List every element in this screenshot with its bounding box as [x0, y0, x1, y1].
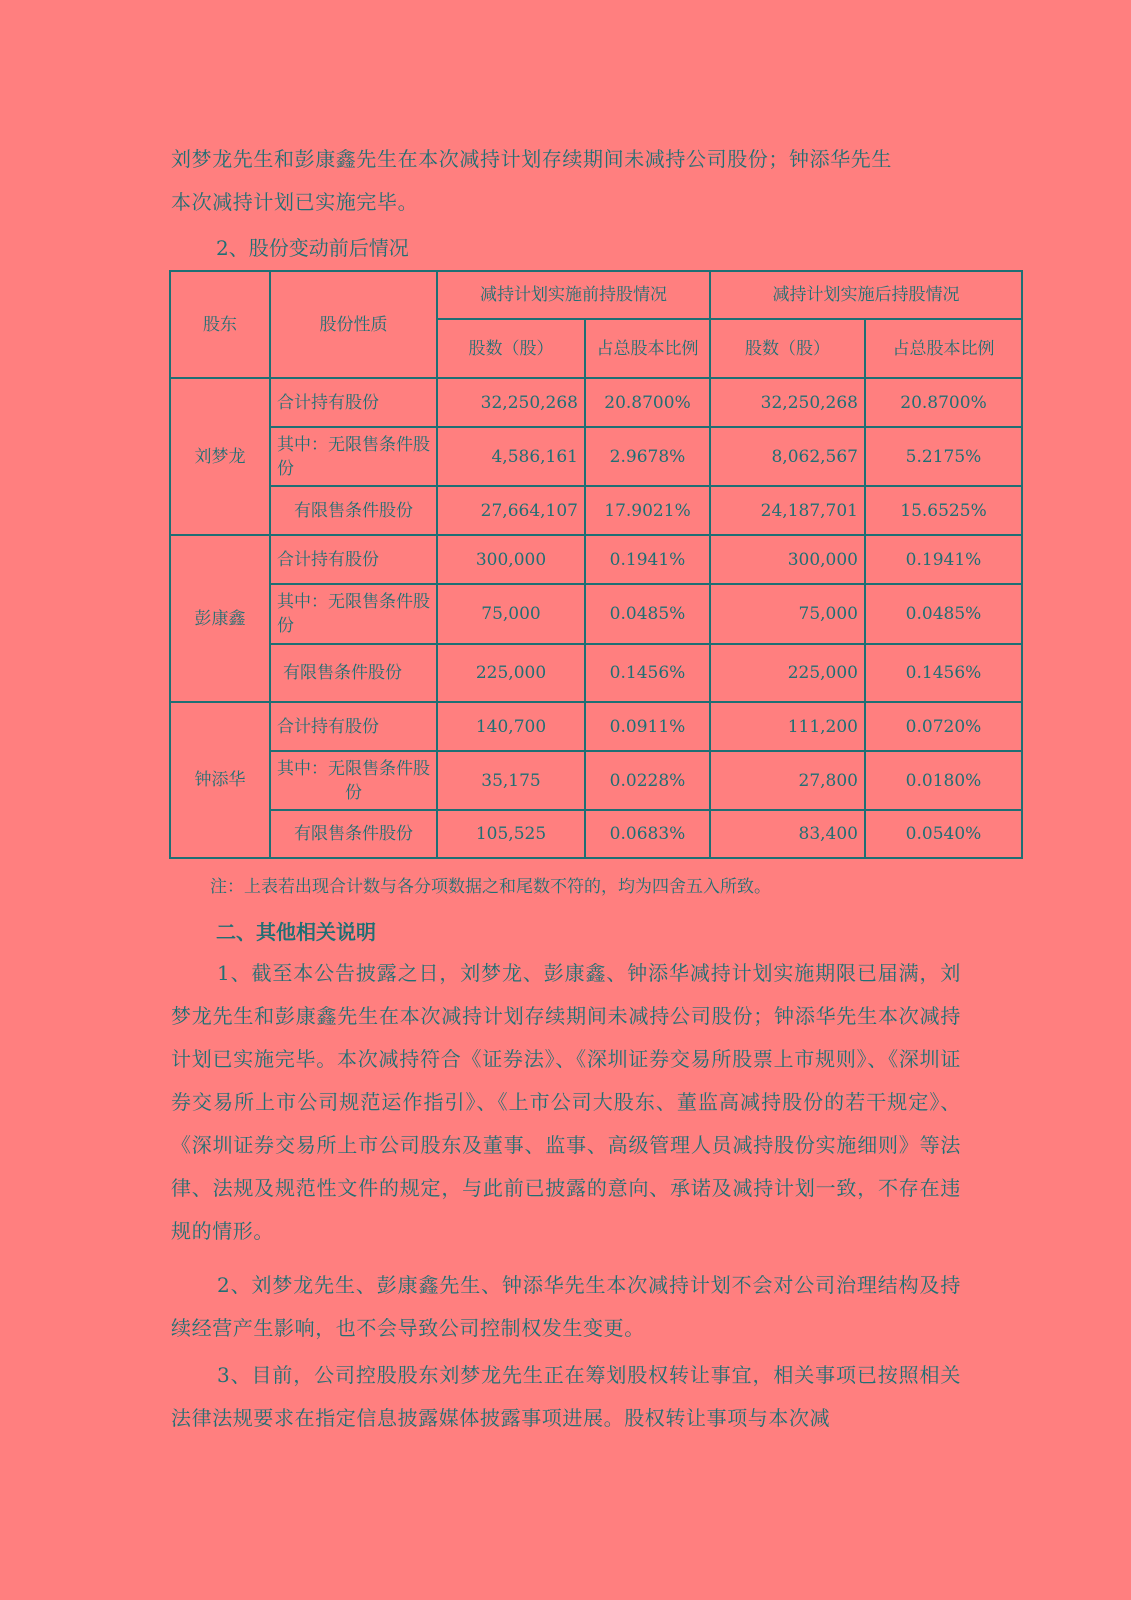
intro-line-2: 本次减持计划已实施完毕。 [171, 190, 419, 214]
shares-before: 27,664,107 [437, 486, 585, 535]
ratio-after: 0.1456% [865, 644, 1022, 702]
shareholding-table [169, 270, 1023, 859]
ratio-before: 17.9021% [585, 486, 710, 535]
table-row [170, 378, 1022, 427]
share-type: 其中：无限售条件股份 [270, 427, 437, 486]
ratio-before: 0.0683% [585, 810, 710, 858]
intro-line-1: 刘梦龙先生和彭康鑫先生在本次减持计划存续期间未减持公司股份；钟添华先生 [171, 147, 892, 171]
shares-before: 35,175 [437, 751, 585, 810]
ratio-before: 20.8700% [585, 378, 710, 427]
shares-after: 75,000 [710, 584, 865, 644]
shares-after: 111,200 [710, 702, 865, 751]
header-shares-before: 股数（股） [437, 319, 585, 378]
paragraph-3: 3、目前，公司控股股东刘梦龙先生正在筹划股权转让事宜，相关事项已按照相关法律法规要求在指定信息披露媒体披露事项进展。股权转让事项与本次减 [171, 1363, 961, 1430]
table-row [170, 644, 1022, 702]
share-type: 其中：无限售条件股份 [270, 751, 437, 810]
table-row [170, 427, 1022, 486]
ratio-after: 0.0485% [865, 584, 1022, 644]
section-heading: 二、其他相关说明 [216, 920, 376, 944]
ratio-before: 0.0485% [585, 584, 710, 644]
shares-before: 300,000 [437, 535, 585, 584]
header-ratio-after: 占总股本比例 [865, 319, 1022, 378]
shareholder-name: 刘梦龙 [170, 378, 270, 535]
ratio-before: 0.1456% [585, 644, 710, 702]
share-type: 有限售条件股份 [270, 644, 437, 702]
header-shareholder: 股东 [170, 271, 270, 378]
header-after: 减持计划实施后持股情况 [710, 271, 1022, 319]
ratio-after: 15.6525% [865, 486, 1022, 535]
shares-after: 225,000 [710, 644, 865, 702]
ratio-after: 0.1941% [865, 535, 1022, 584]
ratio-after: 0.0540% [865, 810, 1022, 858]
header-before: 减持计划实施前持股情况 [437, 271, 710, 319]
share-type: 其中：无限售条件股份 [270, 584, 437, 644]
shares-before: 225,000 [437, 644, 585, 702]
shares-before: 32,250,268 [437, 378, 585, 427]
shares-after: 32,250,268 [710, 378, 865, 427]
shares-after: 300,000 [710, 535, 865, 584]
shareholder-name: 彭康鑫 [170, 535, 270, 702]
ratio-before: 0.1941% [585, 535, 710, 584]
ratio-before: 0.0911% [585, 702, 710, 751]
ratio-after: 0.0720% [865, 702, 1022, 751]
header-shares-after: 股数（股） [710, 319, 865, 378]
section-2-title: 2、股份变动前后情况 [216, 236, 409, 260]
share-type: 合计持有股份 [270, 702, 437, 751]
table-note: 注：上表若出现合计数与各分项数据之和尾数不符的，均为四舍五入所致。 [210, 877, 771, 897]
ratio-after: 5.2175% [865, 427, 1022, 486]
ratio-before: 2.9678% [585, 427, 710, 486]
shares-after: 83,400 [710, 810, 865, 858]
shares-after: 8,062,567 [710, 427, 865, 486]
table-row [170, 486, 1022, 535]
table-row [170, 535, 1022, 584]
shares-before: 75,000 [437, 584, 585, 644]
share-type: 合计持有股份 [270, 535, 437, 584]
header-share-type: 股份性质 [270, 271, 437, 378]
shares-after: 27,800 [710, 751, 865, 810]
table-row [170, 751, 1022, 810]
intro-paragraph [171, 138, 961, 224]
table-header-row [170, 271, 1022, 319]
share-type: 合计持有股份 [270, 378, 437, 427]
ratio-after: 0.0180% [865, 751, 1022, 810]
table-row [170, 584, 1022, 644]
table-row [170, 810, 1022, 858]
shareholder-name: 钟添华 [170, 702, 270, 858]
share-type: 有限售条件股份 [270, 486, 437, 535]
paragraph-2: 2、刘梦龙先生、彭康鑫先生、钟添华先生本次减持计划不会对公司治理结构及持续经营产生影响，也不会导致公司控制权发生变更。 [171, 1273, 961, 1340]
shares-before: 140,700 [437, 702, 585, 751]
table-row [170, 702, 1022, 751]
paragraph-1: 1、截至本公告披露之日，刘梦龙、彭康鑫、钟添华减持计划实施期限已届满，刘梦龙先生和彭康鑫先生在本次减持计划存续期间未减持公司股份；钟添华先生本次减持计划已实施完毕。本次减持符合《证券法》、《深圳证券交易所股票上市规则》、《深圳证券交易所上市公司规范运作指引》、《上市公司大股东、董监高减持股份的若干规定》、《深圳证券交易所上市公司股东及董事、监事、高级管理人员减持股份实施细则》等法律、法规及规范性文件的规定，与此前已披露的意向、承诺及减持计划一致，不存在违规的情形。 [171, 961, 961, 1243]
share-type: 有限售条件股份 [270, 810, 437, 858]
shares-after: 24,187,701 [710, 486, 865, 535]
shares-before: 4,586,161 [437, 427, 585, 486]
ratio-after: 20.8700% [865, 378, 1022, 427]
header-ratio-before: 占总股本比例 [585, 319, 710, 378]
ratio-before: 0.0228% [585, 751, 710, 810]
shares-before: 105,525 [437, 810, 585, 858]
